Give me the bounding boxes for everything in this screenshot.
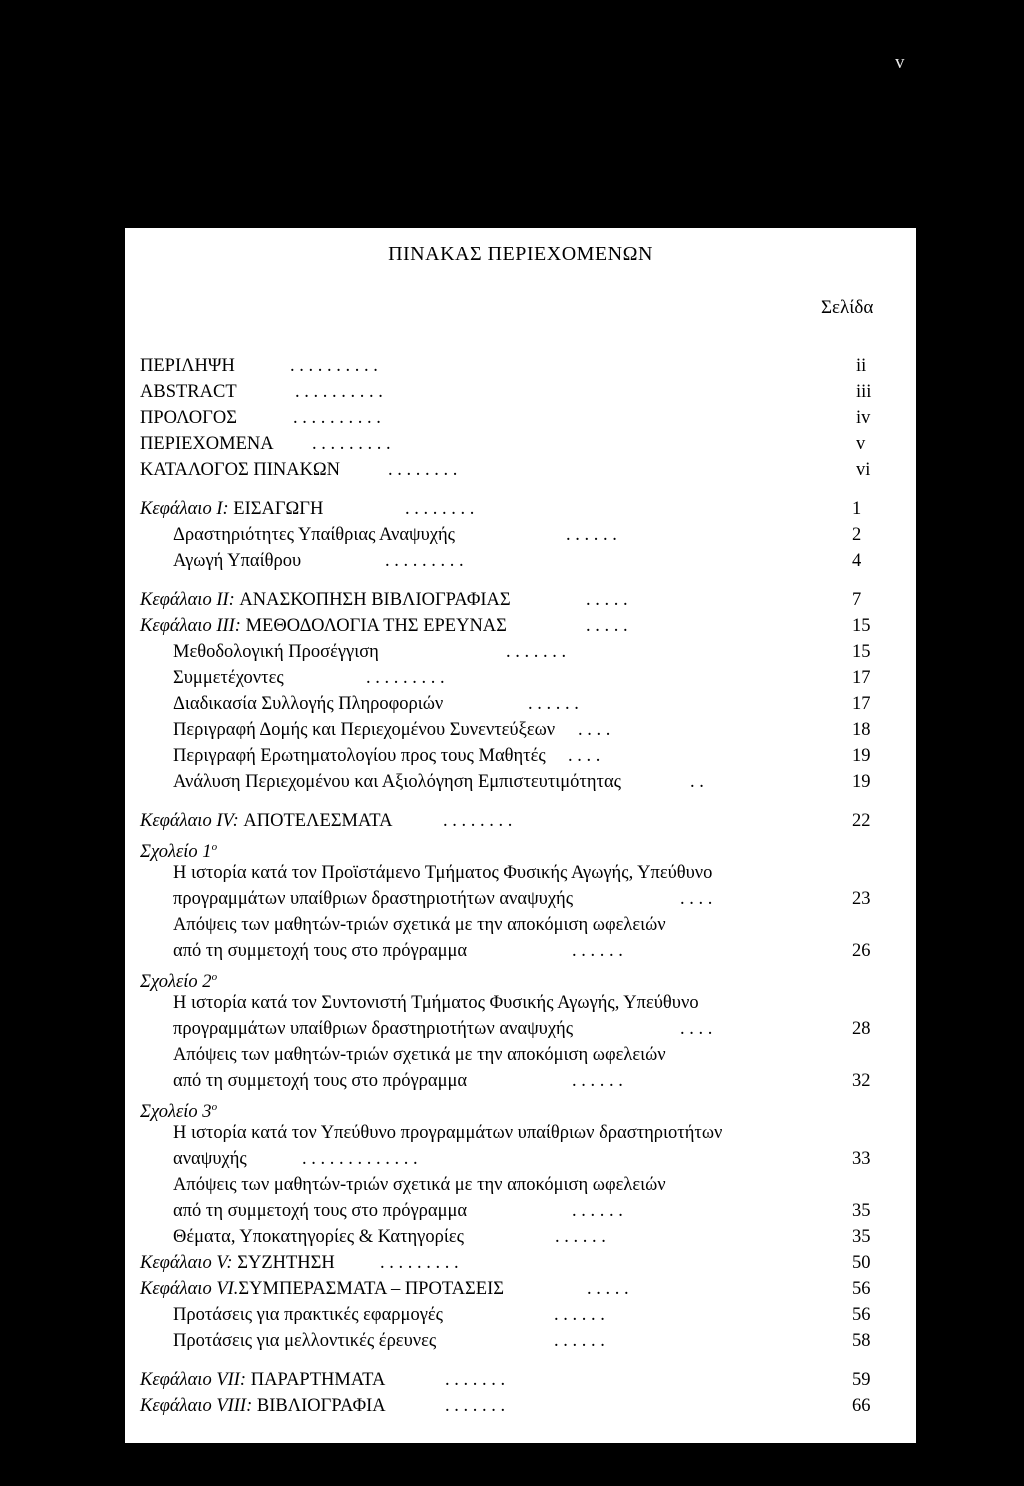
dot-leader: . . . . . . . . . [312,434,391,454]
toc-entry [140,808,872,834]
dot-leader: . . . . . . . . . [380,1253,459,1273]
toc-entry-title [173,1328,436,1354]
toc-entry [140,457,872,483]
dot-leader: . . . . . . . . . . [293,408,381,428]
toc-entry [140,1328,872,1354]
entry-text: από τη συμμετοχή τους στο πρόγραμμα [173,1071,468,1091]
toc-entry [140,548,872,574]
entry-text: ΜΕΘΟΔΟΛΟΓΙΑ ΤΗΣ ΕΡΕΥΝΑΣ [240,616,507,636]
dot-leader: . . . . [680,889,713,909]
dot-leader: . . . . . [587,1279,629,1299]
entry-text: προγραμμάτων υπαίθριων δραστηριοτήτων αναψυχής [173,889,574,909]
toc-entry-title [173,691,443,717]
entry-text: Απόψεις των μαθητών-τριών σχετικά με την αποκόμιση ωφελειών [173,915,666,935]
dot-leader: . . . . [568,746,601,766]
toc-entry [140,1302,872,1328]
dot-leader: . . . . . . . . [388,460,458,480]
toc-entry-title [140,1393,386,1419]
toc-entry [140,1042,872,1068]
toc-entry-title [140,1250,335,1276]
page-ref: ii [856,356,867,376]
page-ref: 19 [852,772,871,792]
toc-entry-title [173,548,301,574]
page-ref: 35 [852,1227,871,1247]
dot-leader: . . . . . . [566,525,617,545]
dot-leader: . . . . . . . [445,1396,506,1416]
entry-text: από τη συμμετοχή τους στο πρόγραμμα [173,1201,468,1221]
page-ref: 17 [852,668,871,688]
toc-entry-title [173,522,455,548]
dot-leader: . . . . [578,720,611,740]
toc-entry-title [140,1367,385,1393]
dot-leader: . . . . . . [572,1201,623,1221]
chapter-label: Κεφάλαιο III: [140,616,241,636]
dot-leader: . . . . . . . . . . . . . [302,1149,418,1169]
entry-text: Περιγραφή Ερωτηματολογίου προς τους Μαθητές [173,746,546,766]
toc-entry-title [140,1276,504,1302]
dot-leader: . . . . . . . . . . [295,382,383,402]
dot-leader: . . . . . . . . [443,811,513,831]
toc-entry [140,1016,872,1042]
page-ref: iii [856,382,872,402]
entry-text: ΒΙΒΛΙΟΓΡΑΦΙΑ [252,1396,386,1416]
toc-entry-title [173,769,621,795]
toc-title: ΠΙΝΑΚΑΣ ΠΕΡΙΕΧΟΜΕΝΩΝ [388,243,653,265]
entry-text: ΕΙΣΑΓΩΓΗ [228,499,324,519]
toc-entry [140,639,872,665]
entry-text: Η ιστορία κατά τον Προϊστάμενο Τμήματος Φυσικής Αγωγής, Υπεύθυνο [173,863,713,883]
page-ref: 50 [852,1253,871,1273]
dot-leader: . . . . [680,1019,713,1039]
dot-leader: . . . . . . [572,941,623,961]
page-ref: 15 [852,616,871,636]
dot-leader: . . . . . . [528,694,579,714]
dot-leader: . . . . . [586,616,628,636]
chapter-label: Κεφάλαιο I: [140,499,229,519]
toc-entry [140,665,872,691]
toc-entry-title [173,912,666,938]
toc-entry-title [173,717,555,743]
page-ref: 2 [852,525,862,545]
toc-entry [140,1198,872,1224]
entry-text: Μεθοδολογική Προσέγγιση [173,642,379,662]
chapter-label: Κεφάλαιο V: [140,1253,233,1273]
toc-entry-title [173,1016,573,1042]
entry-text: Θέματα, Υποκατηγορίες & Κατηγορίες [173,1227,464,1247]
toc-entry-title [173,743,546,769]
page-ref: 4 [852,551,862,571]
toc-entry-title [173,1198,467,1224]
dot-leader: . . . . . [586,590,628,610]
entry-text: Περιγραφή Δομής και Περιεχομένου Συνεντεύξεων [173,720,556,740]
toc-entry-title [140,353,235,379]
toc-entry-title [140,587,511,613]
chapter-label: Κεφάλαιο VII: [140,1370,247,1390]
toc-entry-title [140,457,340,483]
dot-leader: . . . . . . . [506,642,567,662]
page-ref: 66 [852,1396,871,1416]
toc-entry [140,1393,872,1419]
chapter-label: Σχολείο 3 [140,1102,212,1123]
chapter-label: Σχολείο 1 [140,842,212,863]
toc-entry-title [140,405,237,431]
entry-text: Διαδικασία Συλλογής Πληροφοριών [173,694,444,714]
toc-entry [140,405,872,431]
page-ref: 19 [852,746,871,766]
toc-entry [140,938,872,964]
entry-text: ΣΥΖΗΤΗΣΗ [232,1253,335,1273]
ordinal-superscript: ο [211,841,218,853]
page-ref: 32 [852,1071,871,1091]
toc-entry-title [140,808,392,834]
page-ref: 23 [852,889,871,909]
entry-text: Προτάσεις για πρακτικές εφαρμογές [173,1305,443,1325]
entry-text: Προτάσεις για μελλοντικές έρευνες [173,1331,437,1351]
page-ref: 56 [852,1305,871,1325]
toc-entry-title [173,639,379,665]
entry-text: Αγωγή Υπαίθρου [173,551,302,571]
toc-entry-title [173,665,284,691]
toc-entry-title [173,1146,247,1172]
chapter-label: Σχολείο 2 [140,972,212,993]
toc-entry-title [140,613,507,639]
toc-entry [140,717,872,743]
page-ref: 59 [852,1370,871,1390]
dot-leader: . . . . . . [572,1071,623,1091]
toc-entry-title [173,860,712,886]
page-ref: 56 [852,1279,871,1299]
page-ref: v [856,434,866,454]
toc-entry-title [140,496,323,522]
dot-leader: . . . . . . . . [405,499,475,519]
chapter-label: Κεφάλαιο IV: [140,811,239,831]
entry-text: ΠΕΡΙΕΧΟΜΕΝΑ [140,434,274,454]
toc-entry [140,587,872,613]
entry-text: ΠΡΟΛΟΓΟΣ [140,408,237,428]
toc-entry [140,353,872,379]
toc-entry [140,743,872,769]
toc-entry [140,886,872,912]
page-column-label: Σελίδα [821,297,874,318]
entry-text: Απόψεις των μαθητών-τριών σχετικά με την αποκόμιση ωφελειών [173,1175,666,1195]
page-ref: 28 [852,1019,871,1039]
toc-entry [140,1172,872,1198]
toc-entry-title [173,1172,666,1198]
page-ref: 58 [852,1331,871,1351]
page-ref: vi [856,460,871,480]
toc-entry [140,431,872,457]
page-ref: 7 [852,590,862,610]
entry-text: ABSTRACT [140,382,237,402]
entry-text: ΠΕΡΙΛΗΨΗ [140,356,235,376]
entry-text: Απόψεις των μαθητών-τριών σχετικά με την αποκόμιση ωφελειών [173,1045,666,1065]
toc-entry-title [173,1302,443,1328]
chapter-label: Κεφάλαιο VIII: [140,1396,253,1416]
page-ref: 17 [852,694,871,714]
toc-entry [140,496,872,522]
toc-entry [140,379,872,405]
page-ref: iv [856,408,871,428]
page-ref: 18 [852,720,871,740]
page-ref: 35 [852,1201,871,1221]
toc-entry [140,1367,872,1393]
entry-text: ΑΝΑΣΚΟΠΗΣΗ ΒΙΒΛΙΟΓΡΑΦΙΑΣ [234,590,511,610]
entry-text: Η ιστορία κατά τον Συντονιστή Τμήματος Φυσικής Αγωγής, Υπεύθυνο [173,993,699,1013]
toc-entry [140,860,872,886]
entry-text: ΠΑΡΑΡΤΗΜΑΤΑ [246,1370,386,1390]
dot-leader: . . . . . . [554,1305,605,1325]
toc-entry [140,613,872,639]
toc-entry-title [140,379,237,405]
dot-leader: . . . . . . . . . [366,668,445,688]
entry-text: ΚΑΤΑΛΟΓΟΣ ΠΙΝΑΚΩΝ [140,460,341,480]
dot-leader: . . . . . . [555,1227,606,1247]
dot-leader: . . . . . . . . . . [290,356,378,376]
toc-entry [140,834,872,863]
toc-entry-title [173,1120,722,1146]
page-number: v [895,52,905,73]
toc-entry-title [173,886,573,912]
toc-entry [140,1068,872,1094]
entry-text: Η ιστορία κατά τον Υπεύθυνο προγραμμάτων υπαίθριων δραστηριοτήτων [173,1123,723,1143]
entry-text: από τη συμμετοχή τους στο πρόγραμμα [173,941,468,961]
dot-leader: . . . . . . [554,1331,605,1351]
toc-entry [140,691,872,717]
toc-entry [140,1120,872,1146]
toc-entry [140,1224,872,1250]
ordinal-superscript: ο [211,971,218,983]
dot-leader: . . . . . . . [445,1370,506,1390]
entry-text: Ανάλυση Περιεχομένου και Αξιολόγηση Εμπιστευτιμότητας [173,772,621,792]
toc-entry [140,522,872,548]
toc-entry [140,1094,872,1123]
toc-entry [140,1146,872,1172]
page-ref: 26 [852,941,871,961]
toc-entry [140,769,872,795]
dot-leader: . . . . . . . . . [385,551,464,571]
page-ref: 15 [852,642,871,662]
page-ref: 33 [852,1149,871,1169]
chapter-label: Κεφάλαιο II: [140,590,235,610]
entry-text: ΣΥΜΠΕΡΑΣΜΑΤΑ – ΠΡΟΤΑΣΕΙΣ [238,1279,505,1299]
entry-text: προγραμμάτων υπαίθριων δραστηριοτήτων αναψυχής [173,1019,574,1039]
ordinal-superscript: ο [211,1101,218,1113]
page-ref: 1 [852,499,862,519]
table-of-contents [123,226,918,1445]
toc-entry-title [173,1042,666,1068]
toc-entry [140,990,872,1016]
entry-text: ΑΠΟΤΕΛΕΣΜΑΤΑ [238,811,393,831]
toc-entry [140,964,872,993]
toc-entry-title [173,938,467,964]
page-ref: 22 [852,811,871,831]
toc-entry-title [173,1224,464,1250]
toc-entry-title [173,990,699,1016]
entry-text: Συμμετέχοντες [173,668,284,688]
toc-entry-title [140,431,274,457]
toc-entry [140,1276,872,1302]
toc-entry [140,1250,872,1276]
entry-text: Δραστηριότητες Υπαίθριας Αναψυχής [173,525,455,545]
toc-entry-title [173,1068,467,1094]
chapter-label: Κεφάλαιο VI. [140,1279,239,1299]
toc-entry [140,912,872,938]
dot-leader: . . [690,772,704,792]
entry-text: αναψυχής [173,1149,247,1169]
